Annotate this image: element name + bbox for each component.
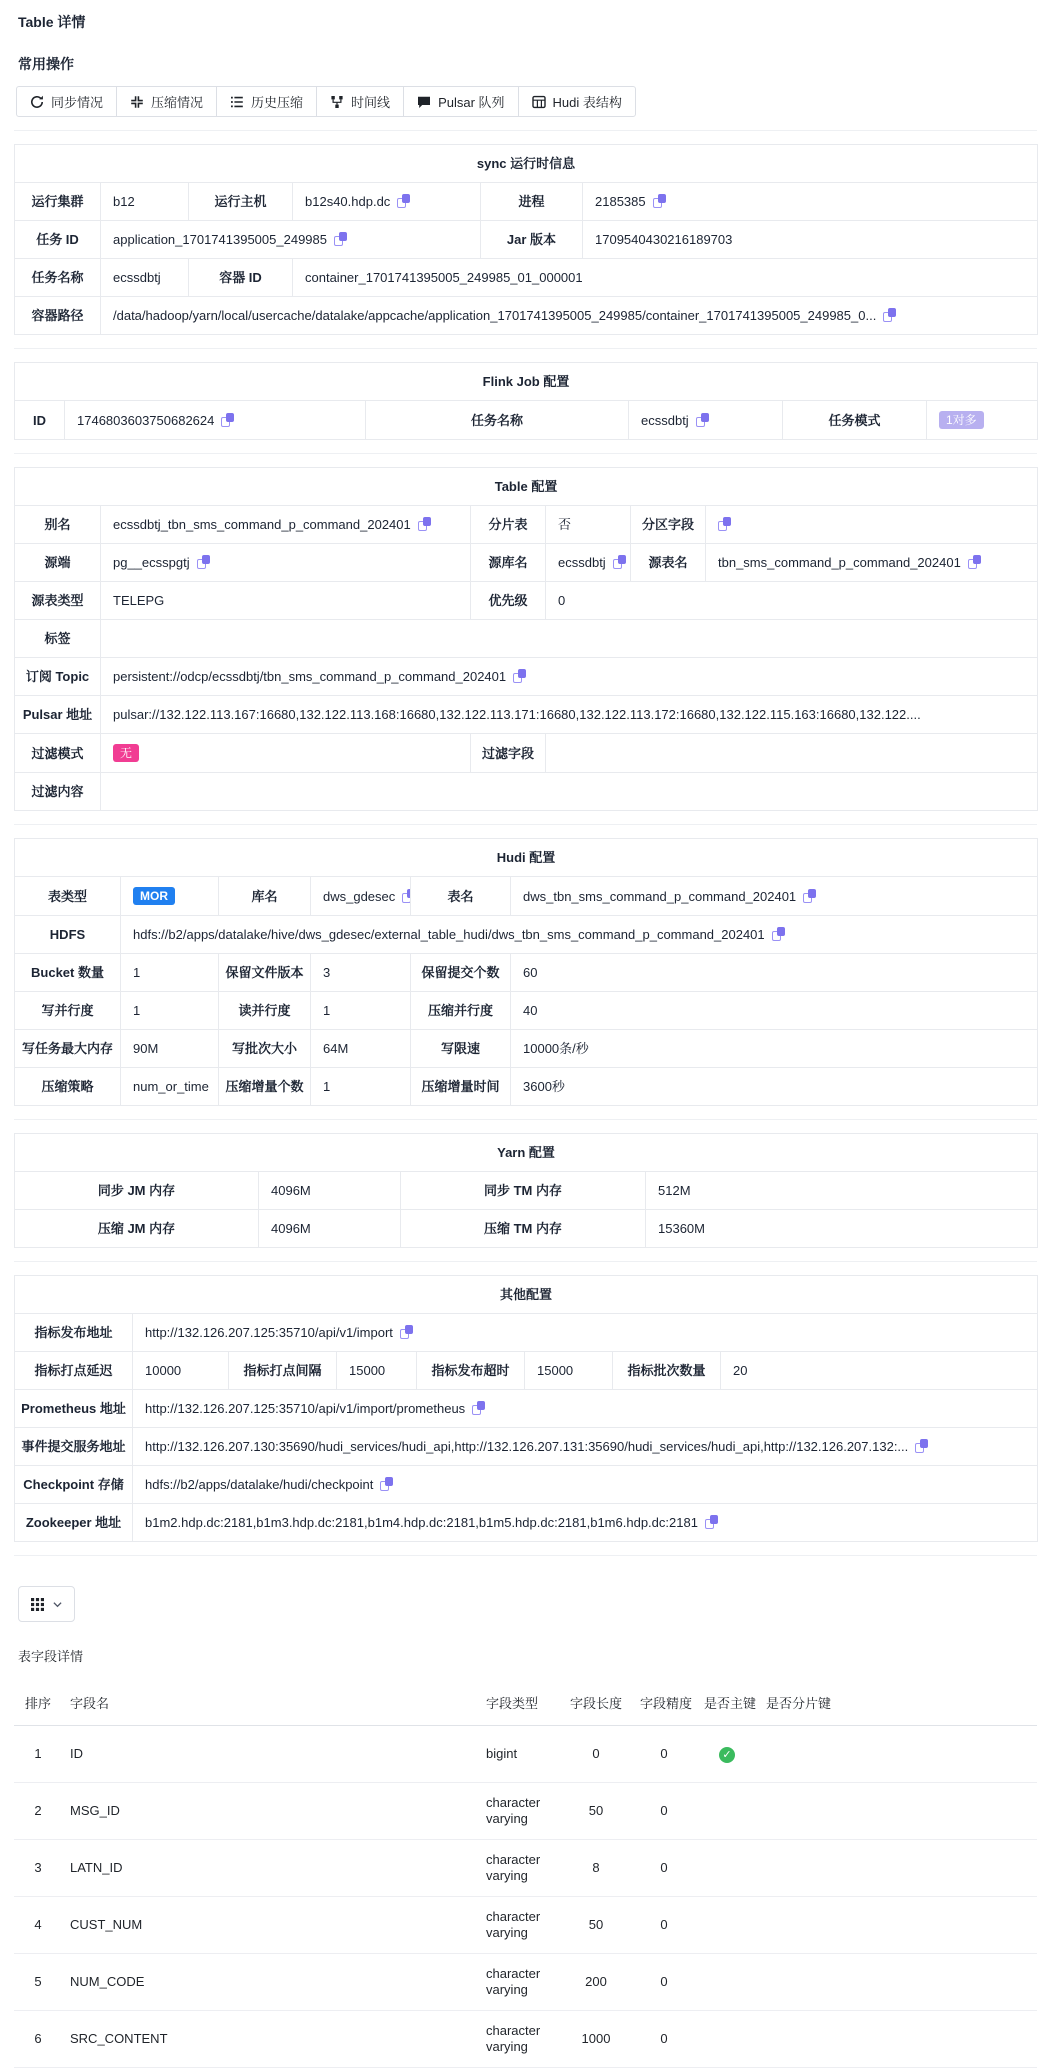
sync-status-button[interactable]: [16, 86, 117, 117]
priority-value: 0: [546, 582, 1038, 620]
field-precision: 0: [632, 1954, 696, 2011]
task-id-value: [101, 221, 481, 259]
field-precision: 0: [632, 1726, 696, 1783]
compact-parallelism-label: 压缩并行度: [411, 992, 511, 1030]
section-divider: [14, 824, 1037, 825]
run-host-label: 运行主机: [189, 183, 293, 221]
copy-icon[interactable]: [696, 413, 709, 427]
sync-jm-memory-label: 同步 JM 内存: [15, 1172, 259, 1210]
sync-tm-memory-value: 512M: [646, 1172, 1038, 1210]
table-type-value: [121, 877, 219, 916]
field-precision: 0: [632, 1783, 696, 1840]
event-url-value: [133, 1428, 1038, 1466]
field-order: 5: [14, 1954, 62, 2011]
file-versions-label: 保留文件版本: [219, 954, 311, 992]
field-length: 0: [560, 1726, 632, 1783]
metrics-url-value: [133, 1314, 1038, 1352]
compact-parallelism-value: 40: [511, 992, 1038, 1030]
col-is-shard-key: 是否分片键: [758, 1680, 832, 1726]
hdfs-text: hdfs://b2/apps/datalake/hive/dws_gdesec/external_table_hudi/dws_tbn_sms_command_p_command_202401: [133, 927, 765, 942]
field-primary: [696, 1726, 758, 1783]
section-divider: [14, 453, 1037, 454]
event-url-text: http://132.126.207.130:35690/hudi_services/hudi_api,http://132.126.207.131:35690/hudi_services/hudi_api,http://132.126.207.132:...: [145, 1439, 909, 1454]
partition-field-label: 分区字段: [631, 506, 706, 544]
metrics-timeout-value: 15000: [525, 1352, 613, 1390]
zookeeper-label: Zookeeper 地址: [15, 1504, 133, 1542]
container-id-label: 容器 ID: [189, 259, 293, 297]
copy-icon[interactable]: [221, 413, 234, 427]
metrics-url-label: 指标发布地址: [15, 1314, 133, 1352]
copy-icon[interactable]: [513, 669, 526, 683]
compress-status-button[interactable]: [116, 86, 217, 117]
retain-commits-label: 保留提交个数: [411, 954, 511, 992]
delta-seconds-value: 3600秒: [511, 1068, 1038, 1106]
hdfs-value: [121, 916, 1038, 954]
zookeeper-text: b1m2.hdp.dc:2181,b1m3.hdp.dc:2181,b1m4.hdp.dc:2181,b1m5.hdp.dc:2181,b1m6.hdp.dc:2181: [145, 1515, 698, 1530]
retain-commits-value: 60: [511, 954, 1038, 992]
section-divider: [14, 1555, 1037, 1556]
section-divider: [14, 130, 1037, 131]
container-path-text: /data/hadoop/yarn/local/usercache/datalake/appcache/application_1701741395005_249985/container_1701741395005_249985_0...: [113, 308, 877, 323]
field-type: character varying: [478, 1954, 560, 2011]
source-type-label: 源表类型: [15, 582, 101, 620]
jar-version-value: 1709540430216189703: [583, 221, 1038, 259]
delta-commits-value: 1: [311, 1068, 411, 1106]
compact-strategy-label: 压缩策略: [15, 1068, 121, 1106]
pulsar-address-value: pulsar://132.122.113.167:16680,132.122.113.168:16680,132.122.113.171:16680,132.122.113.172:16680,132.122.115.163:16680,132.122....: [101, 696, 1038, 734]
field-type: character varying: [478, 2011, 560, 2068]
table-row: [14, 1783, 1037, 1840]
write-rate-limit-value: 10000条/秒: [511, 1030, 1038, 1068]
compact-strategy-value: num_or_time: [121, 1068, 219, 1106]
copy-icon[interactable]: [968, 555, 981, 569]
comment-icon: [417, 95, 431, 109]
copy-icon[interactable]: [803, 889, 816, 903]
filter-mode-badge: 无: [113, 744, 139, 762]
field-primary: [696, 1954, 758, 2011]
write-parallelism-label: 写并行度: [15, 992, 121, 1030]
field-spacer: [832, 1897, 1037, 1954]
flink-task-name-text: ecssdbtj: [641, 412, 689, 428]
priority-label: 优先级: [471, 582, 546, 620]
sync-section-title: sync 运行时信息: [15, 145, 1038, 183]
partition-field-value: [706, 506, 1038, 544]
process-label: 进程: [481, 183, 583, 221]
compact-tm-memory-value: 15360M: [646, 1210, 1038, 1248]
field-shard-key: [758, 1840, 832, 1897]
col-field-type: 字段类型: [478, 1680, 560, 1726]
source-type-value: TELEPG: [101, 582, 471, 620]
field-primary: [696, 1897, 758, 1954]
prometheus-text: http://132.126.207.125:35710/api/v1/import/prometheus: [145, 1401, 466, 1416]
hdfs-label: HDFS: [15, 916, 121, 954]
topic-text: persistent://odcp/ecssdbtj/tbn_sms_command_p_command_202401: [113, 669, 507, 684]
field-length: 50: [560, 1897, 632, 1954]
task-name-label: 任务名称: [15, 259, 101, 297]
field-order: 1: [14, 1726, 62, 1783]
button-label: 同步情况: [51, 95, 104, 110]
read-parallelism-label: 读并行度: [219, 992, 311, 1030]
alias-label: 别名: [15, 506, 101, 544]
zookeeper-value: [133, 1504, 1038, 1542]
button-label: 压缩情况: [151, 95, 204, 110]
field-type: character varying: [478, 1840, 560, 1897]
table-row: [14, 1897, 1037, 1954]
field-name: LATN_ID: [62, 1840, 478, 1897]
table-fields-table: [14, 1680, 1037, 2068]
task-name-value: ecssdbtj: [101, 259, 189, 297]
process-text: 2185385: [595, 194, 646, 209]
metrics-interval-label: 指标打点间隔: [229, 1352, 337, 1390]
metrics-delay-value: 10000: [133, 1352, 229, 1390]
col-field-precision: 字段精度: [632, 1680, 696, 1726]
sync-runtime-table: [14, 144, 1038, 335]
field-name: NUM_CODE: [62, 1954, 478, 2011]
source-table-label: 源表名: [631, 544, 706, 582]
hudi-table-name-label: 表名: [411, 877, 511, 916]
hudi-config-table: [14, 838, 1038, 1106]
prometheus-label: Prometheus 地址: [15, 1390, 133, 1428]
field-shard-key: [758, 1897, 832, 1954]
pulsar-address-label: Pulsar 地址: [15, 696, 101, 734]
section-divider: [14, 348, 1037, 349]
metrics-delay-label: 指标打点延迟: [15, 1352, 133, 1390]
hudi-table-name-text: dws_tbn_sms_command_p_command_202401: [523, 888, 797, 904]
run-host-value: [293, 183, 481, 221]
field-length: 1000: [560, 2011, 632, 2068]
compact-jm-memory-label: 压缩 JM 内存: [15, 1210, 259, 1248]
flink-id-value: [65, 401, 366, 440]
field-spacer: [832, 1954, 1037, 2011]
field-type: character varying: [478, 1897, 560, 1954]
delta-commits-label: 压缩增量个数: [219, 1068, 311, 1106]
shard-label: 分片表: [471, 506, 546, 544]
checkpoint-value: [133, 1466, 1038, 1504]
field-primary: [696, 1783, 758, 1840]
compress-icon: [130, 95, 144, 109]
sitemap-icon: [330, 95, 344, 109]
col-is-primary: 是否主键: [696, 1680, 758, 1726]
sync-jm-memory-value: 4096M: [259, 1172, 401, 1210]
metrics-interval-value: 15000: [337, 1352, 417, 1390]
write-max-memory-value: 90M: [121, 1030, 219, 1068]
field-length: 50: [560, 1783, 632, 1840]
section-divider: [14, 1261, 1037, 1262]
filter-mode-label: 过滤模式: [15, 734, 101, 773]
delta-seconds-label: 压缩增量时间: [411, 1068, 511, 1106]
page-title: Table 详情: [18, 14, 86, 30]
table-row: [14, 1840, 1037, 1897]
col-spacer: [832, 1680, 1037, 1726]
copy-icon[interactable]: [380, 1477, 393, 1491]
filter-content-value: [101, 773, 1038, 811]
field-order: 3: [14, 1840, 62, 1897]
hudi-db-text: dws_gdesec: [323, 888, 396, 904]
metrics-url-text: http://132.126.207.125:35710/api/v1/import: [145, 1325, 393, 1340]
table-config-table: [14, 467, 1038, 811]
run-cluster-label: 运行集群: [15, 183, 101, 221]
prometheus-value: [133, 1390, 1038, 1428]
copy-icon[interactable]: [400, 1325, 413, 1339]
fields-section-title: 表字段详情: [18, 1649, 84, 1664]
write-rate-limit-label: 写限速: [411, 1030, 511, 1068]
copy-icon[interactable]: [915, 1439, 928, 1453]
column-settings-dropdown-button[interactable]: [18, 1586, 75, 1622]
copy-icon[interactable]: [397, 194, 410, 208]
tags-value: [101, 620, 1038, 658]
fields-header-row: [14, 1680, 1037, 1726]
button-label: 时间线: [351, 95, 391, 110]
read-parallelism-value: 1: [311, 992, 411, 1030]
field-length: 200: [560, 1954, 632, 2011]
table-section-title: Table 配置: [15, 468, 1038, 506]
toolbar: [16, 86, 1037, 117]
tags-label: 标签: [15, 620, 101, 658]
field-shard-key: [758, 1783, 832, 1840]
table-row: [14, 1954, 1037, 2011]
container-id-value: container_1701741395005_249985_01_000001: [293, 259, 1038, 297]
flink-id-label: ID: [15, 401, 65, 440]
flink-id-text: 1746803603750682624: [77, 412, 215, 428]
flink-section-title: Flink Job 配置: [15, 363, 1038, 401]
button-label: Pulsar 队列: [438, 95, 505, 110]
task-id-text: application_1701741395005_249985: [113, 232, 327, 247]
table-type-badge: MOR: [133, 887, 175, 905]
flink-task-name-label: 任务名称: [366, 401, 629, 440]
copy-icon[interactable]: [402, 889, 410, 903]
chevron-down-icon: [53, 1600, 62, 1609]
write-max-memory-label: 写任务最大内存: [15, 1030, 121, 1068]
metrics-batch-value: 20: [721, 1352, 1038, 1390]
alias-text: ecssdbtj_tbn_sms_command_p_command_202401: [113, 517, 411, 532]
col-field-length: 字段长度: [560, 1680, 632, 1726]
other-section-title: 其他配置: [15, 1276, 1038, 1314]
metrics-batch-label: 指标批次数量: [613, 1352, 721, 1390]
field-shard-key: [758, 1726, 832, 1783]
table-type-label: 表类型: [15, 877, 121, 916]
hudi-section-title: Hudi 配置: [15, 839, 1038, 877]
source-value: [101, 544, 471, 582]
field-order: 4: [14, 1897, 62, 1954]
field-primary: [696, 2011, 758, 2068]
checkpoint-label: Checkpoint 存储: [15, 1466, 133, 1504]
field-order: 6: [14, 2011, 62, 2068]
file-versions-value: 3: [311, 954, 411, 992]
filter-field-value: [546, 734, 1038, 773]
table-row: [14, 1726, 1037, 1783]
sync-tm-memory-label: 同步 TM 内存: [401, 1172, 646, 1210]
copy-icon[interactable]: [883, 308, 896, 322]
yarn-section-title: Yarn 配置: [15, 1134, 1038, 1172]
run-host-text: b12s40.hdp.dc: [305, 194, 391, 209]
event-url-label: 事件提交服务地址: [15, 1428, 133, 1466]
primary-key-check-icon: ✓: [719, 1747, 735, 1763]
source-db-label: 源库名: [471, 544, 546, 582]
field-spacer: [832, 2011, 1037, 2068]
field-length: 8: [560, 1840, 632, 1897]
bucket-count-label: Bucket 数量: [15, 954, 121, 992]
pulsar-queue-button[interactable]: [403, 86, 518, 117]
compact-tm-memory-label: 压缩 TM 内存: [401, 1210, 646, 1248]
field-type: character varying: [478, 1783, 560, 1840]
timeline-button[interactable]: [316, 86, 404, 117]
checkpoint-text: hdfs://b2/apps/datalake/hudi/checkpoint: [145, 1477, 374, 1492]
compact-jm-memory-value: 4096M: [259, 1210, 401, 1248]
bucket-count-value: 1: [121, 954, 219, 992]
field-precision: 0: [632, 2011, 696, 2068]
jar-version-label: Jar 版本: [481, 221, 583, 259]
source-table-text: tbn_sms_command_p_command_202401: [718, 555, 961, 570]
source-text: pg__ecsspgtj: [113, 555, 190, 570]
field-name: CUST_NUM: [62, 1897, 478, 1954]
write-batch-size-label: 写批次大小: [219, 1030, 311, 1068]
field-precision: 0: [632, 1840, 696, 1897]
copy-icon[interactable]: [613, 555, 626, 569]
task-mode-value: [927, 401, 1038, 440]
filter-mode-value: [101, 734, 471, 773]
metrics-timeout-label: 指标发布超时: [417, 1352, 525, 1390]
hudi-schema-button[interactable]: [518, 86, 636, 117]
list-icon: [230, 95, 244, 109]
field-shard-key: [758, 2011, 832, 2068]
col-order: 排序: [14, 1680, 62, 1726]
history-compaction-button[interactable]: [216, 86, 317, 117]
col-field-name: 字段名: [62, 1680, 478, 1726]
field-spacer: [832, 1726, 1037, 1783]
task-id-label: 任务 ID: [15, 221, 101, 259]
flink-job-table: [14, 362, 1038, 440]
alias-value: [101, 506, 471, 544]
grid-icon: [31, 1598, 44, 1611]
task-mode-badge: 1对多: [939, 411, 984, 429]
field-name: SRC_CONTENT: [62, 2011, 478, 2068]
hudi-db-value: [311, 877, 411, 916]
filter-content-label: 过滤内容: [15, 773, 101, 811]
copy-icon[interactable]: [472, 1401, 485, 1415]
shard-value: 否: [546, 506, 631, 544]
filter-field-label: 过滤字段: [471, 734, 546, 773]
field-type: bigint: [478, 1726, 560, 1783]
copy-icon[interactable]: [197, 555, 210, 569]
source-table-value: [706, 544, 1038, 582]
source-label: 源端: [15, 544, 101, 582]
field-precision: 0: [632, 1897, 696, 1954]
task-mode-label: 任务模式: [783, 401, 927, 440]
copy-icon[interactable]: [718, 517, 731, 531]
hudi-table-name-value: [511, 877, 1038, 916]
source-db-value: [546, 544, 631, 582]
field-spacer: [832, 1840, 1037, 1897]
run-cluster-value: b12: [101, 183, 189, 221]
hudi-db-label: 库名: [219, 877, 311, 916]
button-label: Hudi 表结构: [552, 95, 622, 110]
section-divider: [14, 1119, 1037, 1120]
refresh-icon: [30, 95, 44, 109]
copy-icon[interactable]: [772, 927, 785, 941]
table-row: [14, 2011, 1037, 2068]
field-spacer: [832, 1783, 1037, 1840]
write-batch-size-value: 64M: [311, 1030, 411, 1068]
copy-icon[interactable]: [334, 232, 347, 246]
container-path-label: 容器路径: [15, 297, 101, 335]
write-parallelism-value: 1: [121, 992, 219, 1030]
table-icon: [532, 95, 546, 109]
copy-icon[interactable]: [653, 194, 666, 208]
field-order: 2: [14, 1783, 62, 1840]
yarn-config-table: [14, 1133, 1038, 1248]
button-label: 历史压缩: [251, 95, 304, 110]
source-db-text: ecssdbtj: [558, 555, 606, 570]
topic-label: 订阅 Topic: [15, 658, 101, 696]
other-config-table: [14, 1275, 1038, 1542]
copy-icon[interactable]: [705, 1515, 718, 1529]
field-name: MSG_ID: [62, 1783, 478, 1840]
field-name: ID: [62, 1726, 478, 1783]
common-ops-title: 常用操作: [18, 56, 74, 72]
container-path-value: [101, 297, 1038, 335]
process-value: [583, 183, 1038, 221]
flink-task-name-value: [629, 401, 783, 440]
copy-icon[interactable]: [418, 517, 431, 531]
field-shard-key: [758, 1954, 832, 2011]
field-primary: [696, 1840, 758, 1897]
topic-value: [101, 658, 1038, 696]
